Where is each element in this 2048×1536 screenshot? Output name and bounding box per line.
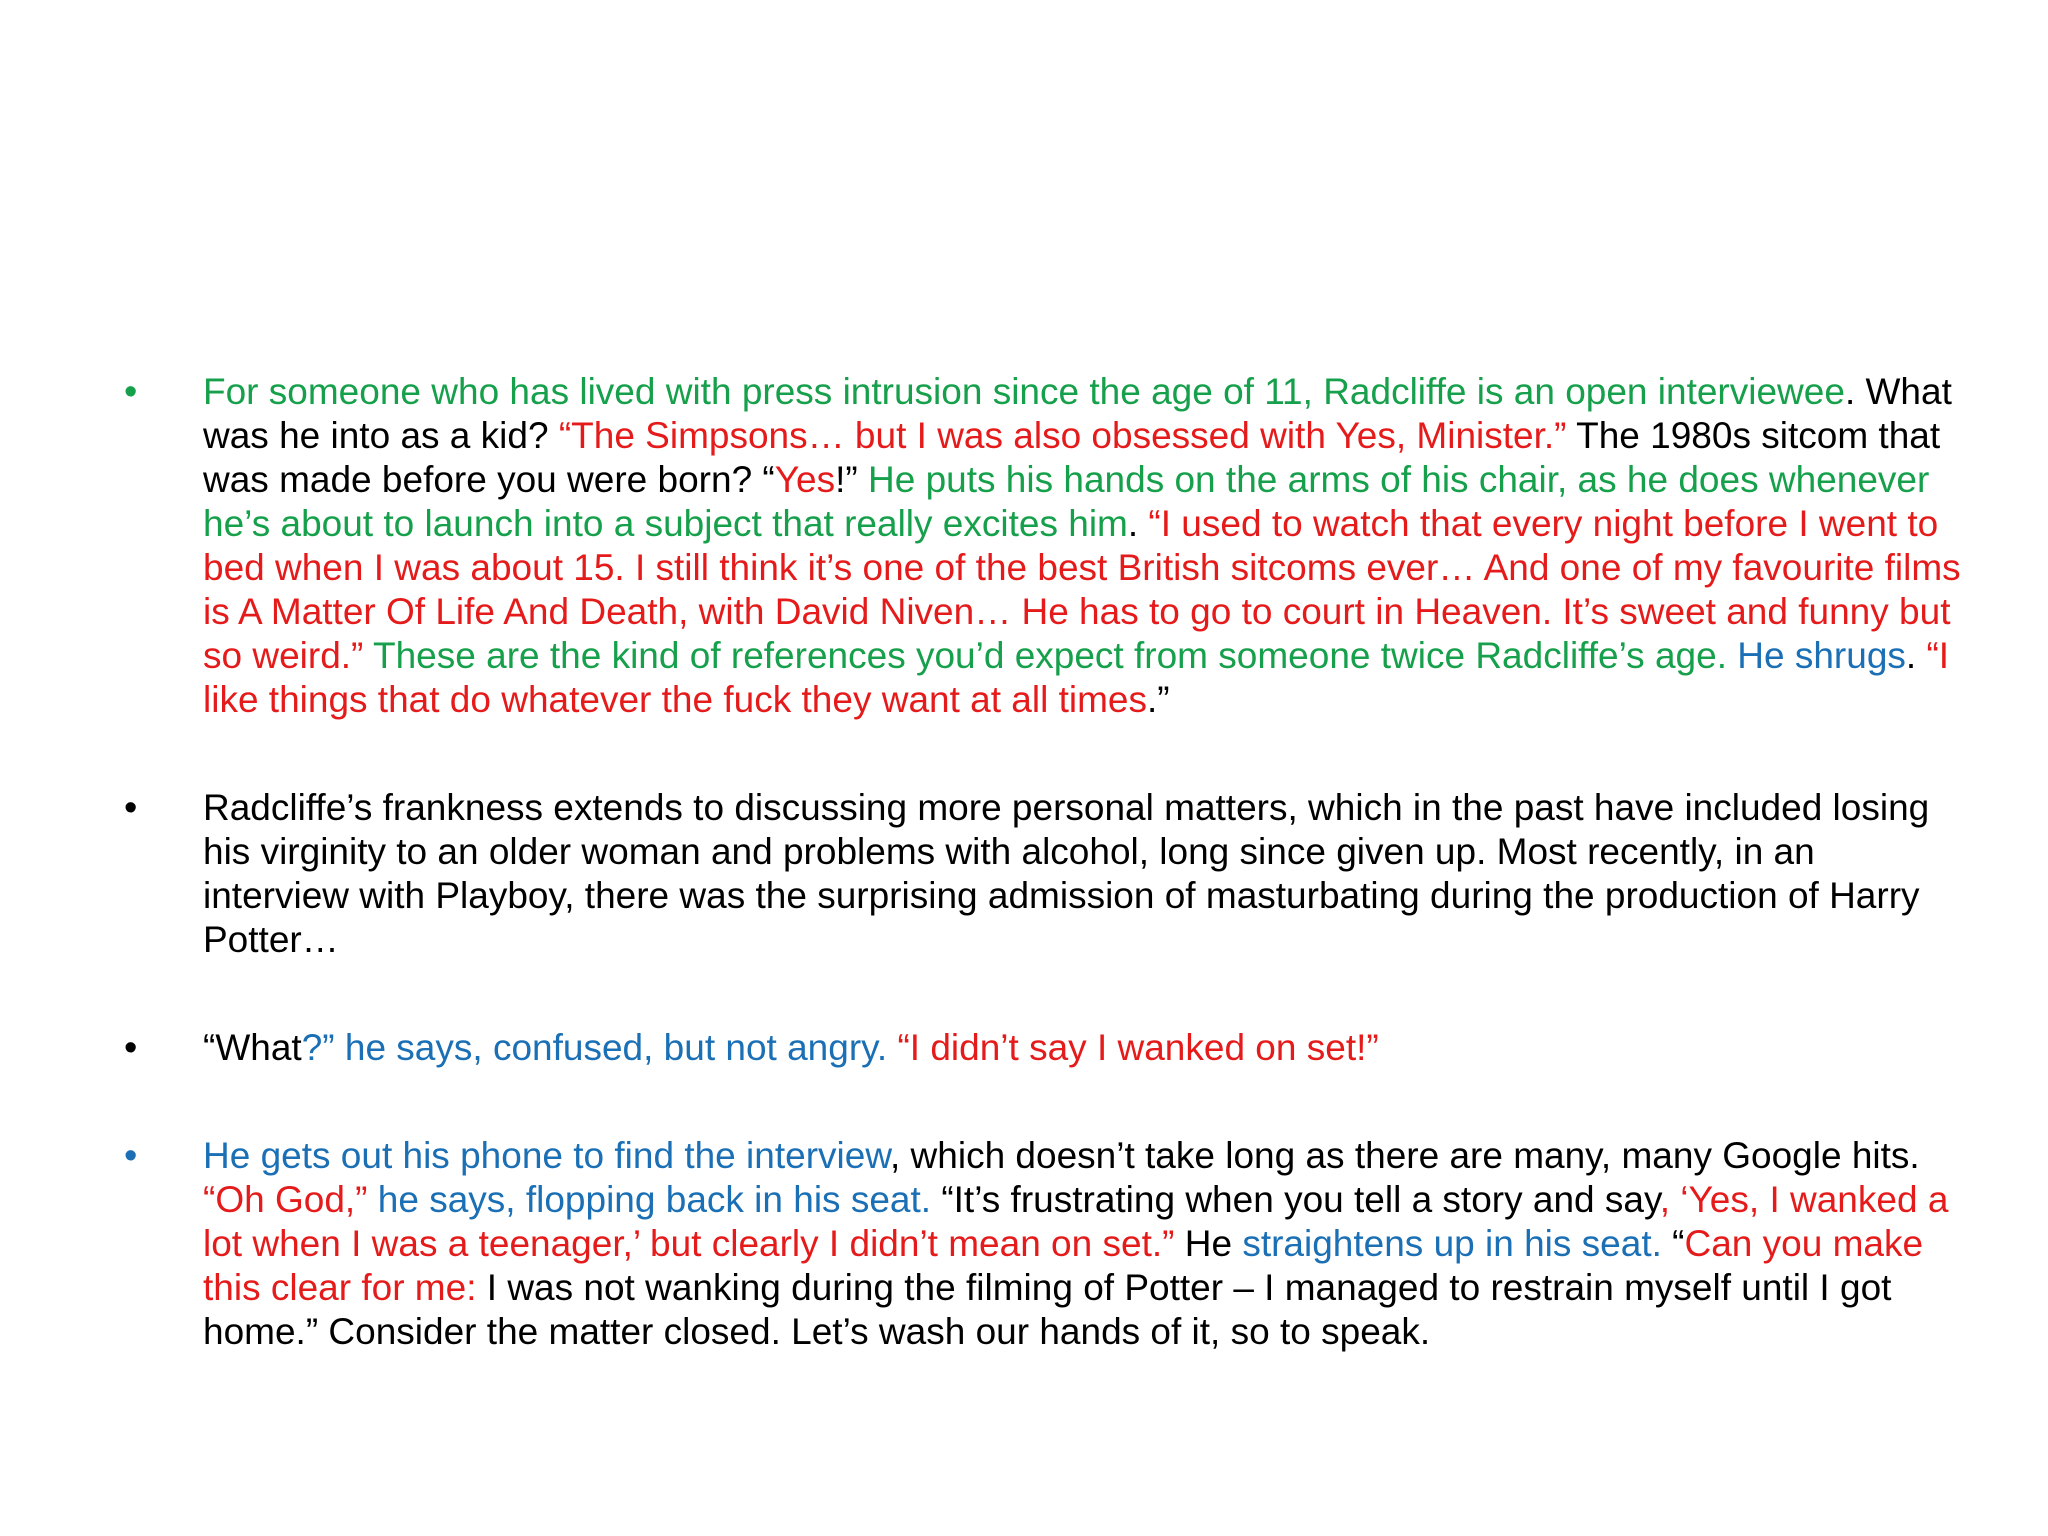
- bullet-item-2: [0, 786, 2048, 962]
- text-segment: “I like things that do whatever the fuck they want at all times: [203, 635, 1950, 720]
- text-segment: “The Simpsons… but I was also obsessed with Yes, Minister.”: [558, 415, 1567, 456]
- bullet-item-4: [0, 1134, 2048, 1354]
- text-segment: I was not wanking during the filming of Potter – I managed to restrain myself until I got home.” Consider the matter closed. Let’s wash our hands of it, so to speak.: [203, 1267, 1892, 1352]
- text-segment: “I didn’t say I wanked on set!”: [897, 1027, 1379, 1068]
- bullet-item-1: [0, 370, 2048, 722]
- text-segment: ?” he says, confused, but not angry.: [301, 1027, 898, 1068]
- text-segment: Can you make this clear for me:: [203, 1223, 1924, 1308]
- text-segment: The 1980s sitcom that was made before you were born? “: [203, 415, 1941, 500]
- bullet-text: [203, 1134, 1963, 1354]
- text-segment: “: [1672, 1223, 1685, 1264]
- bullet-dot-icon: •: [124, 787, 138, 829]
- text-segment: .”: [1147, 679, 1170, 720]
- bullet-text: [203, 1026, 1963, 1070]
- text-segment: “What: [203, 1027, 302, 1068]
- text-segment: .: [1127, 503, 1149, 544]
- bullet-dot-icon: •: [124, 1027, 138, 1069]
- text-segment: Radcliffe’s frankness extends to discussing more personal matters, which in the past have included losing his virginity to an older woman and problems with alcohol, long since given up. Most recently, in an interview with Playboy, there was the surprising admission of masturbating during the production of Harry Potter…: [203, 787, 1930, 960]
- text-segment: “Oh God,”: [203, 1179, 368, 1220]
- text-segment: he says, flopping back in his seat.: [367, 1179, 932, 1220]
- text-segment: “I used to watch that every night before I went to bed when I was about 15. I still think it’s one of the best British sitcoms ever… And one of my favourite films is A Matter Of Life And Death, with David Niven… He has to go to court in Heaven. It’s sweet and funny but so weird.”: [203, 503, 1961, 676]
- text-segment: , which doesn’t take long as there are many, many Google hits.: [890, 1135, 1920, 1176]
- text-segment: These are the kind of references you’d expect from someone twice Radcliffe’s age.: [363, 635, 1738, 676]
- bullet-item-3: [0, 1026, 2048, 1070]
- bullet-dot-icon: •: [124, 371, 138, 413]
- text-segment: .: [1905, 635, 1927, 676]
- text-segment: He shrugs: [1737, 635, 1906, 676]
- bullet-dot-icon: •: [124, 1135, 138, 1177]
- text-segment: !”: [835, 459, 869, 500]
- text-segment: . What was he into as a kid?: [203, 371, 1952, 456]
- text-segment: For someone who has lived with press intrusion since the age of 11, Radcliffe is an open interviewee: [203, 371, 1845, 412]
- text-segment: straightens up in his seat.: [1242, 1223, 1673, 1264]
- text-segment: Yes: [774, 459, 836, 500]
- text-segment: He puts his hands on the arms of his chair, as he does whenever he’s about to launch into a subject that really excites him: [203, 459, 1930, 544]
- bullet-text: [203, 370, 1963, 722]
- text-segment: , ‘Yes, I wanked a lot when I was a teenager,’ but clearly I didn’t mean on set.”: [203, 1179, 1949, 1264]
- bullet-list: [0, 370, 2048, 1354]
- text-segment: He: [1174, 1223, 1243, 1264]
- text-segment: He gets out his phone to find the interview: [203, 1135, 890, 1176]
- bullet-text: [203, 786, 1963, 962]
- text-segment: “It’s frustrating when you tell a story and say: [931, 1179, 1660, 1220]
